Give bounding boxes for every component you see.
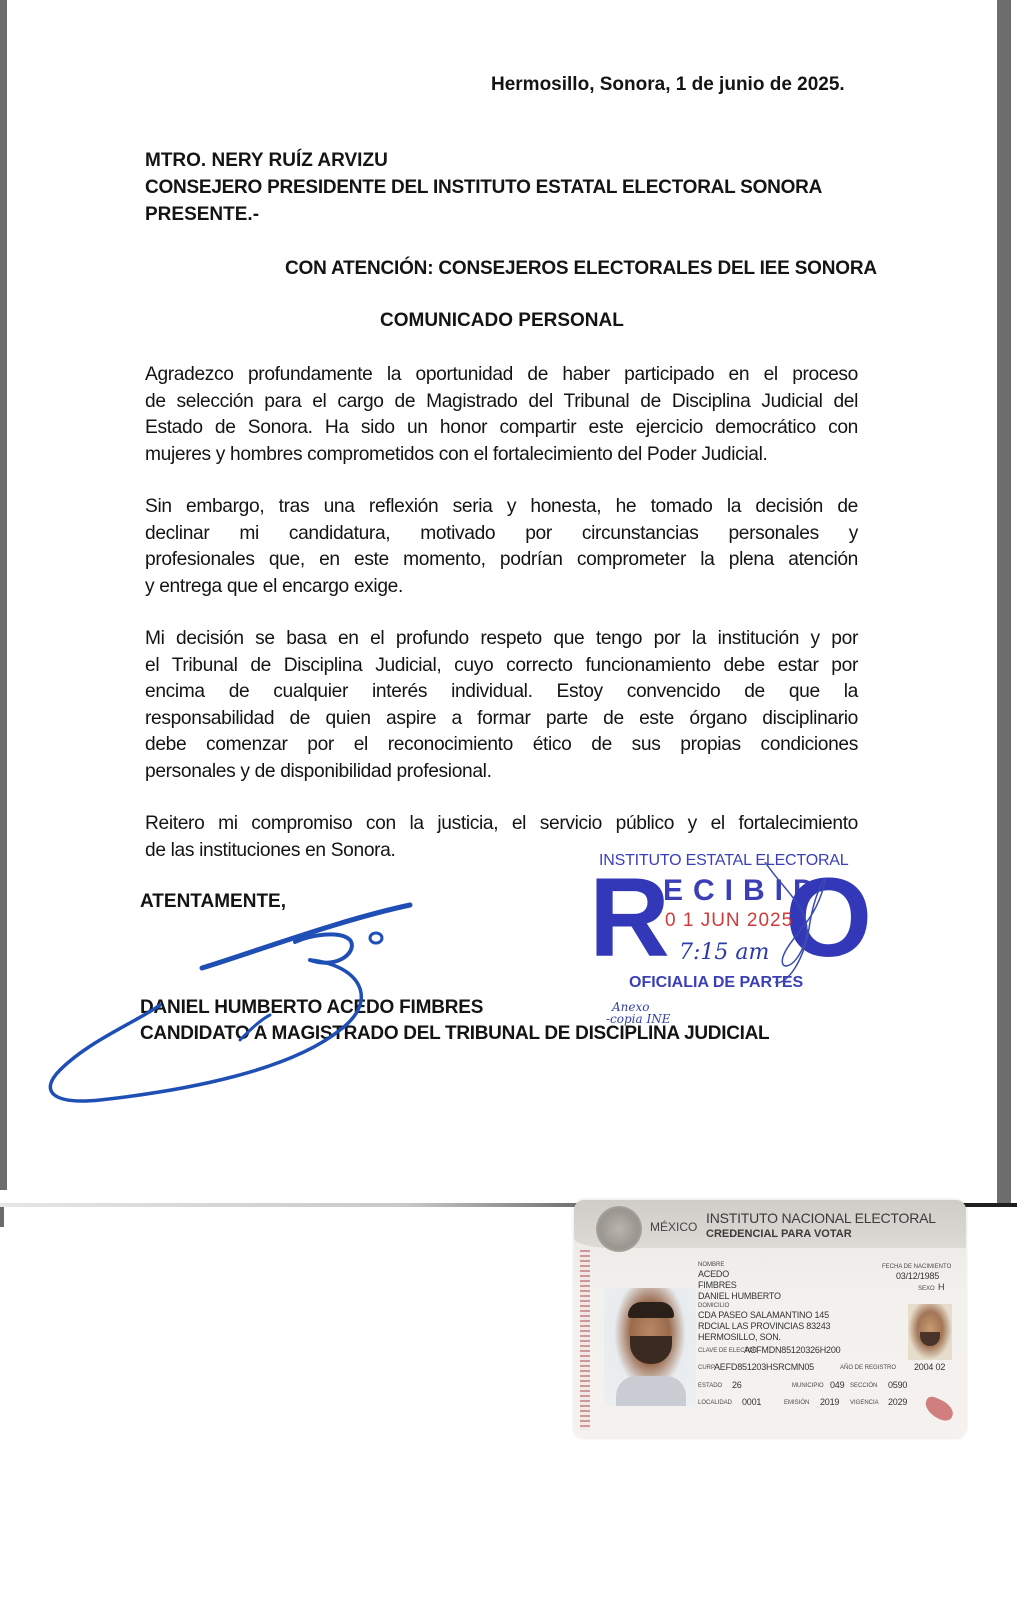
domicilio-line: CDA PASEO SALAMANTINO 145 xyxy=(698,1310,829,1320)
greca-border-pattern xyxy=(580,1250,590,1430)
place-date: Hermosillo, Sonora, 1 de junio de 2025. xyxy=(491,74,845,95)
holder-photo xyxy=(604,1288,696,1406)
attention-line: CON ATENCIÓN: CONSEJEROS ELECTORALES DEL IEE SONORA xyxy=(285,258,877,279)
estado-label: ESTADO xyxy=(698,1383,723,1389)
paragraph-line: declinar mi candidatura, motivado por circunstancias personales y xyxy=(145,522,858,544)
curp-label: CURP xyxy=(698,1365,716,1371)
paragraph-line: profesionales que, en este momento, podrían comprometer la plena atención xyxy=(145,549,858,570)
scan-edge-left xyxy=(0,0,7,1190)
paragraph-2 xyxy=(145,494,858,600)
domicilio-line: HERMOSILLO, SON. xyxy=(698,1332,781,1342)
registro-label: AÑO DE REGISTRO xyxy=(840,1365,897,1371)
holder-ghost-photo xyxy=(908,1304,952,1360)
photo-shirt xyxy=(616,1376,686,1406)
paragraph-line: Reitero mi compromiso con la justicia, el servicio público y el fortalecimiento xyxy=(145,813,858,834)
vigencia-value: 2029 xyxy=(888,1397,908,1407)
paragraph-line: Agradezco profundamente la oportunidad de haber participado en el proceso xyxy=(145,364,858,385)
ghost-photo-beard xyxy=(920,1332,940,1346)
domicilio-label: DOMICILIO xyxy=(698,1303,730,1309)
paragraph-3 xyxy=(145,626,858,785)
paragraph-line: encima de cualquier interés individual. Estoy convencido de que la xyxy=(145,681,858,702)
paragraph-line: responsabilidad de quien aspire a formar parte de este órgano disciplinario xyxy=(145,707,858,729)
handwritten-note-line2: -copia INE xyxy=(606,1012,671,1026)
stamp-initials-scribble xyxy=(755,862,835,992)
paragraph-line: Sin embargo, tras una reflexión seria y honesta, he tomado la decisión de xyxy=(145,496,858,517)
sexo-value: H xyxy=(938,1282,945,1292)
signer-title: CANDIDATO A MAGISTRADO DEL TRIBUNAL DE DISCIPLINA JUDICIAL xyxy=(140,1023,770,1044)
card-issuer: INSTITUTO NACIONAL ELECTORAL xyxy=(706,1210,936,1226)
nacimiento-value: 03/12/1985 xyxy=(896,1271,940,1281)
paragraph-line: de las instituciones en Sonora. xyxy=(145,839,396,861)
signer-name: DANIEL HUMBERTO ACEDO FIMBRES xyxy=(140,997,484,1018)
domicilio-line: RDCIAL LAS PROVINCIAS 83243 xyxy=(698,1321,831,1331)
emision-value: 2019 xyxy=(820,1397,840,1407)
estado-value: 26 xyxy=(732,1380,742,1390)
clave-label: CLAVE DE ELECTOR xyxy=(698,1348,758,1354)
localidad-value: 0001 xyxy=(742,1397,762,1407)
recipient-title: CONSEJERO PRESIDENTE DEL INSTITUTO ESTATAL ELECTORAL SONORA xyxy=(145,177,823,198)
national-seal-icon xyxy=(596,1206,642,1252)
voter-id-card xyxy=(574,1200,966,1438)
stamp-office: OFICIALIA DE PARTES xyxy=(629,974,804,991)
municipio-label: MUNICIPIO xyxy=(792,1383,824,1389)
paragraph-line: Mi decisión se basa en el profundo respeto que tengo por la institución y por xyxy=(145,628,858,649)
paragraph-line: el Tribunal de Disciplina Judicial, cuyo correcto funcionamiento debe estar por xyxy=(145,654,858,676)
handwritten-note-line1: Anexo xyxy=(612,1000,650,1014)
paragraph-line: Estado de Sonora. Ha sido un honor compartir este ejercicio democrático con xyxy=(145,417,858,438)
sexo-label: SEXO xyxy=(918,1286,935,1292)
card-type: CREDENCIAL PARA VOTAR xyxy=(706,1228,852,1240)
seccion-value: 0590 xyxy=(888,1380,908,1390)
paragraph-line: mujeres y hombres comprometidos con el fortalecimiento del Poder Judicial. xyxy=(145,443,768,465)
closing: ATENTAMENTE, xyxy=(140,891,287,912)
stamp-letter-r: R xyxy=(589,855,670,980)
paragraph-line: de selección para el cargo de Magistrado del Tribunal de Disciplina Judicial del xyxy=(145,390,858,412)
received-stamp xyxy=(589,852,873,1017)
paragraph-line: y entrega que el encargo exige. xyxy=(145,575,403,597)
stamp-middle-letters: ECIBID xyxy=(663,874,825,907)
vigencia-label: VIGENCIA xyxy=(850,1400,879,1406)
nombre-line: FIMBRES xyxy=(698,1280,737,1290)
recipient-name: MTRO. NERY RUÍZ ARVIZU xyxy=(145,150,388,171)
paragraph-line: debe comenzar por el reconocimiento ético de sus propias condiciones xyxy=(145,734,858,755)
photo-beard xyxy=(630,1336,672,1364)
photo-hair xyxy=(628,1302,674,1318)
nombre-label: NOMBRE xyxy=(698,1262,725,1268)
registro-value: 2004 02 xyxy=(914,1362,946,1372)
stamp-institution: INSTITUTO ESTATAL ELECTORAL xyxy=(599,852,849,869)
seccion-label: SECCIÓN xyxy=(850,1383,878,1389)
stamp-date: 0 1 JUN 2025 xyxy=(665,910,794,931)
curp-value: AEFD851203HSRCMN05 xyxy=(714,1362,814,1372)
nombre-line: ACEDO xyxy=(698,1269,730,1279)
municipio-value: 049 xyxy=(830,1380,845,1390)
emision-label: EMISIÓN xyxy=(784,1400,810,1406)
scan-edge-left-lower xyxy=(0,1207,4,1227)
presente: PRESENTE.- xyxy=(145,204,260,225)
paragraph-line: personales y de disponibilidad profesional. xyxy=(145,760,492,782)
clave-value: ACFMDN85120326H200 xyxy=(744,1345,841,1355)
paragraph-1 xyxy=(145,362,858,468)
stamp-letter-o: O xyxy=(785,855,873,980)
stamp-time-handwritten: 7:15 am xyxy=(679,940,770,965)
localidad-label: LOCALIDAD xyxy=(698,1400,733,1406)
mexico-map-icon xyxy=(922,1395,957,1424)
subject: COMUNICADO PERSONAL xyxy=(380,310,624,331)
card-country: MÉXICO xyxy=(650,1220,698,1234)
nacimiento-label: FECHA DE NACIMIENTO xyxy=(882,1264,952,1270)
nombre-line: DANIEL HUMBERTO xyxy=(698,1291,781,1301)
scan-edge-right xyxy=(997,0,1011,1203)
